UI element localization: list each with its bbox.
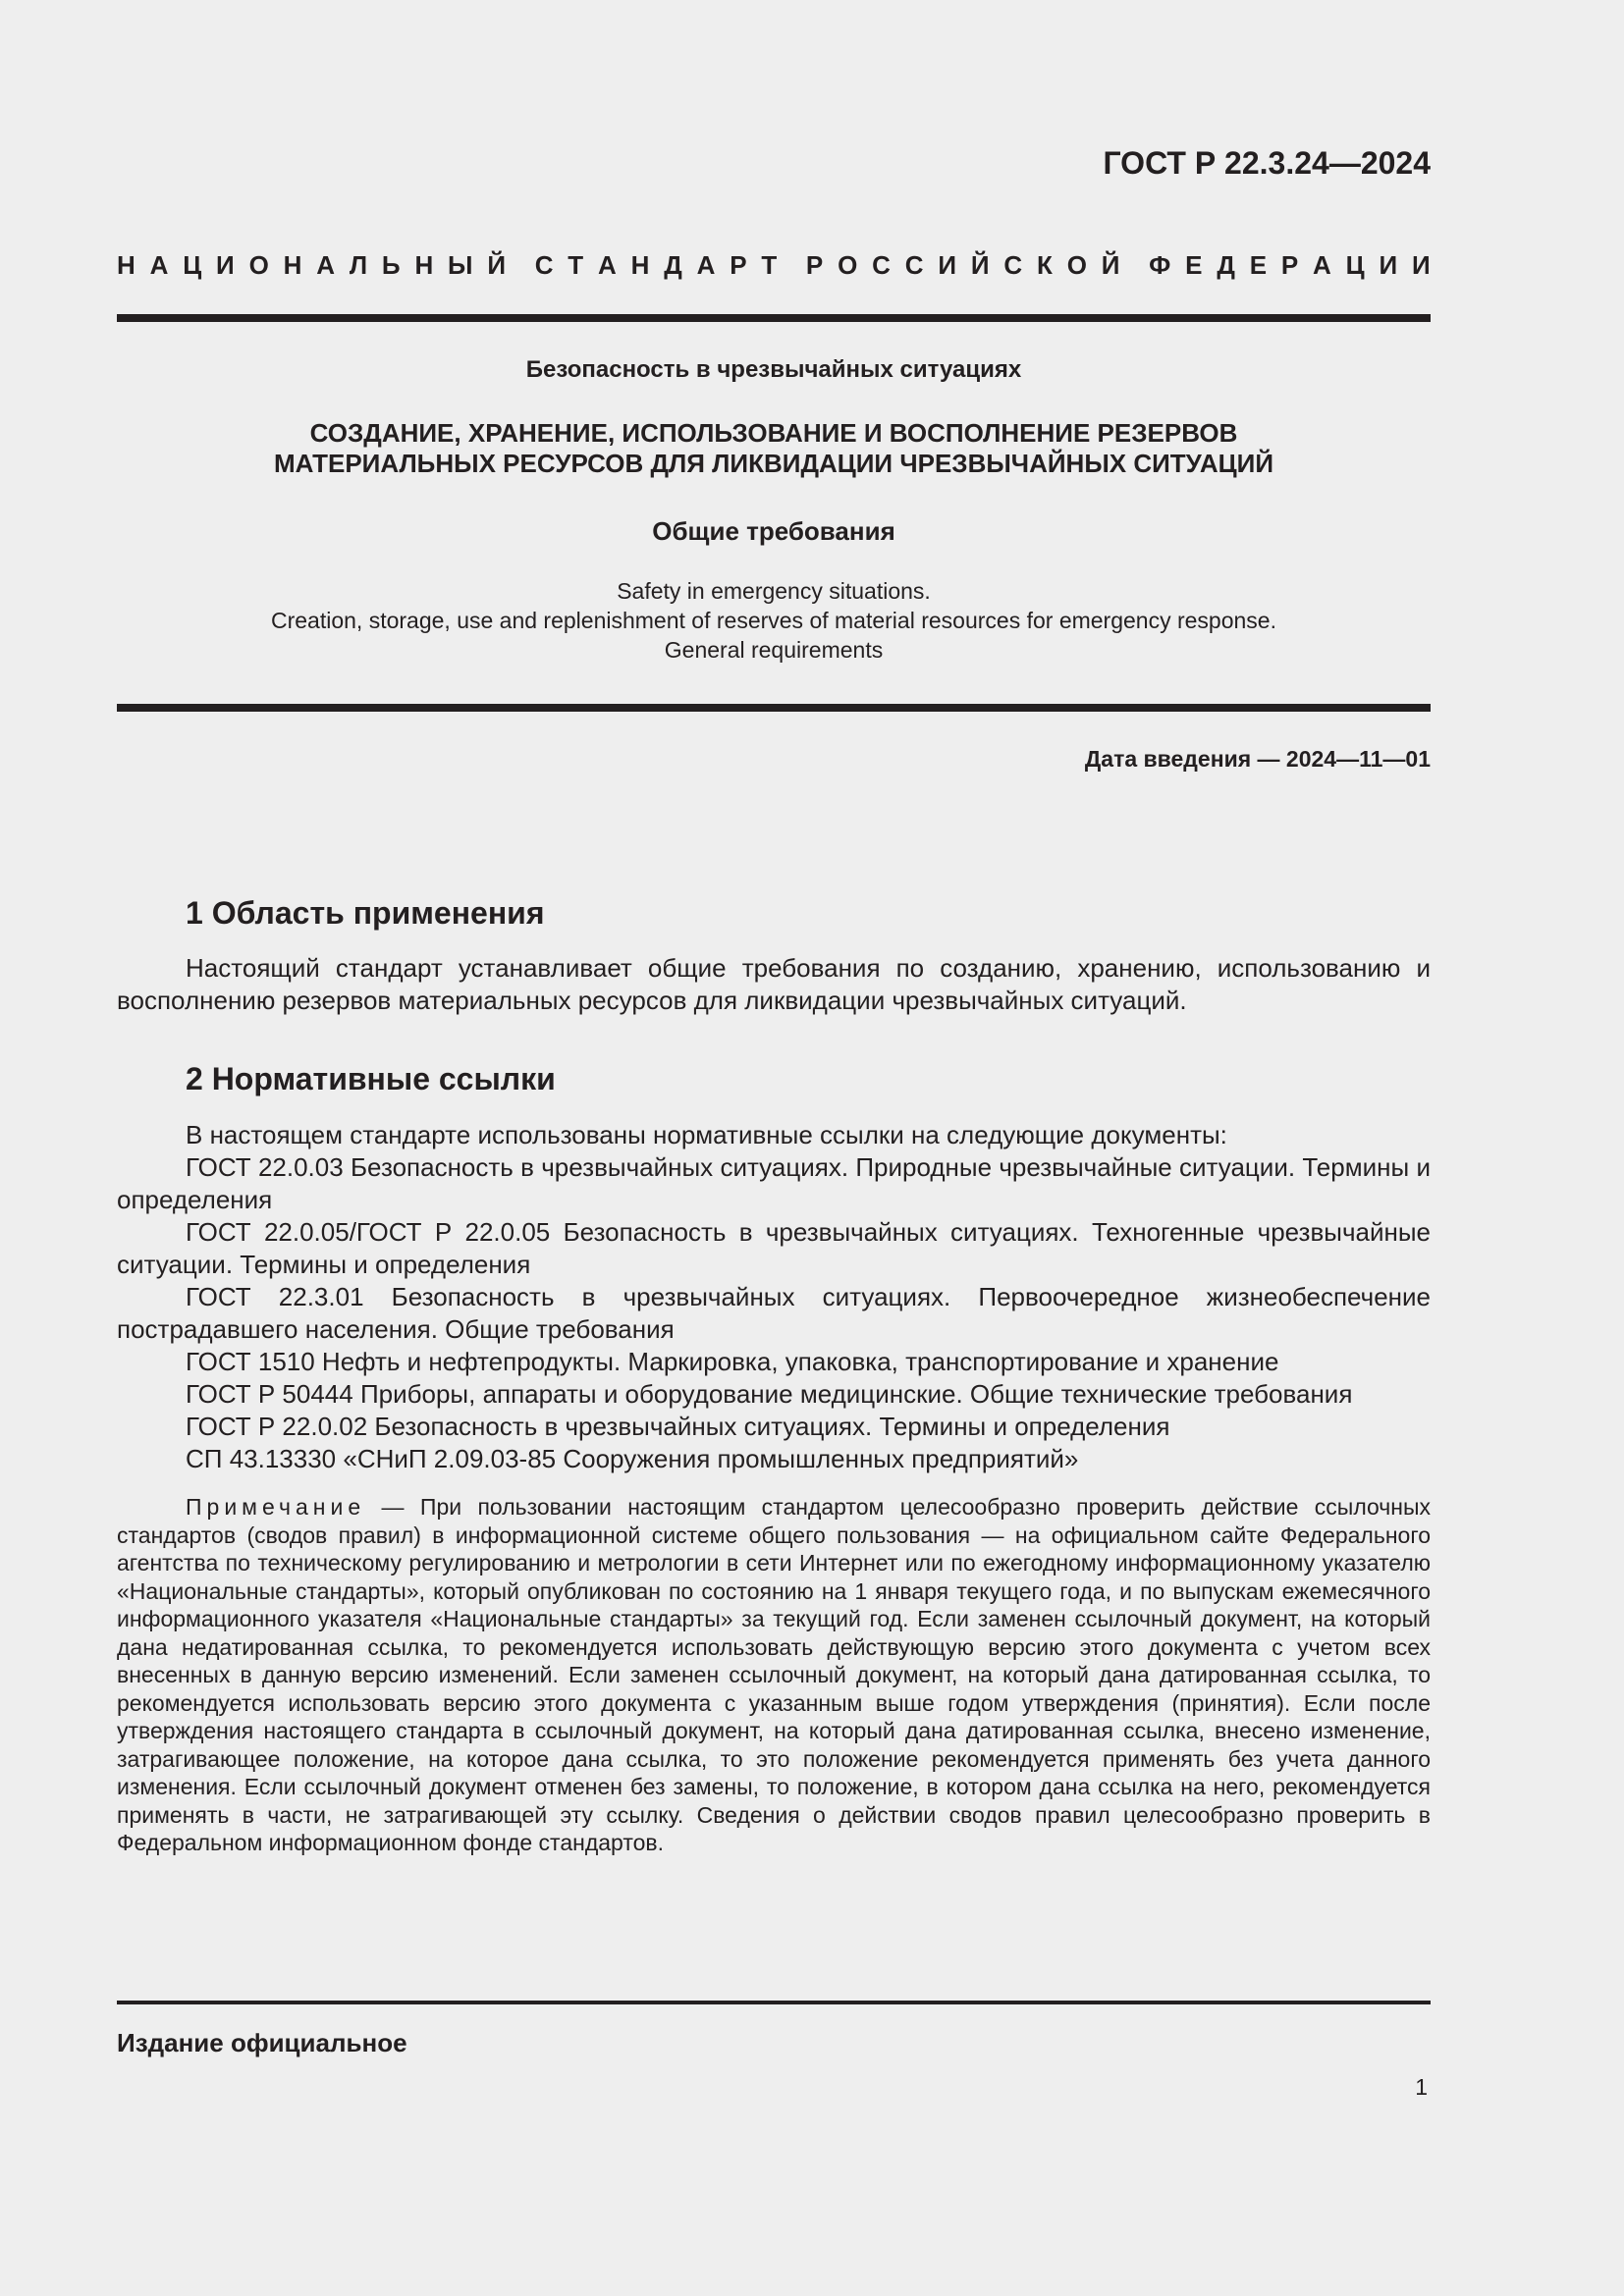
reference-item: ГОСТ 1510 Нефть и нефтепродукты. Маркировка, упаковка, транспортирование и хранение bbox=[186, 1347, 1279, 1376]
section-2-heading: 2 Нормативные ссылки bbox=[186, 1061, 556, 1096]
document-code: ГОСТ Р 22.3.24—2024 bbox=[1103, 145, 1431, 181]
section-1-heading: 1 Область применения bbox=[186, 895, 545, 931]
general-requirements-title: Общие требования bbox=[652, 516, 895, 546]
reference-item: СП 43.13330 «СНиП 2.09.03-85 Сооружения промышленных предприятий» bbox=[186, 1444, 1079, 1473]
reference-item: ГОСТ Р 50444 Приборы, аппараты и оборудование медицинские. Общие технические требования bbox=[186, 1379, 1353, 1409]
reference-item: ГОСТ 22.0.05/ГОСТ Р 22.0.05 Безопасность в чрезвычайных ситуациях. Техногенные чрезвычайные ситуации. Термины и определения bbox=[117, 1217, 1431, 1279]
references-intro: В настоящем стандарте использованы нормативные ссылки на следующие документы: bbox=[186, 1120, 1227, 1149]
page-number: 1 bbox=[1415, 2074, 1428, 2100]
note-dash: — bbox=[365, 1494, 420, 1520]
english-title-line: General requirements bbox=[664, 637, 884, 663]
reference-item: ГОСТ 22.3.01 Безопасность в чрезвычайных ситуациях. Первоочередное жизнеобеспечение пострадавшего населения. Общие требования bbox=[117, 1282, 1431, 1344]
english-title bbox=[117, 576, 1431, 665]
note-paragraph bbox=[117, 1493, 1431, 1857]
introduction-date: Дата введения — 2024—11—01 bbox=[1084, 746, 1431, 772]
reference-item: ГОСТ 22.0.03 Безопасность в чрезвычайных ситуациях. Природные чрезвычайные ситуации. Термины и определения bbox=[117, 1152, 1431, 1214]
main-title-line: МАТЕРИАЛЬНЫХ РЕСУРСОВ ДЛЯ ЛИКВИДАЦИИ ЧРЕЗВЫЧАЙНЫХ СИТУАЦИЙ bbox=[273, 449, 1274, 478]
header-rule bbox=[117, 314, 1431, 322]
footer-rule bbox=[117, 2001, 1431, 2004]
references-list bbox=[117, 1119, 1431, 1475]
edition-label: Издание официальное bbox=[117, 2028, 407, 2057]
title-rule bbox=[117, 704, 1431, 712]
subject-title: Безопасность в чрезвычайных ситуациях bbox=[525, 356, 1022, 383]
english-title-line: Safety in emergency situations. bbox=[617, 578, 931, 604]
section-1-text: Настоящий стандарт устанавливает общие требования по созданию, хранению, использованию и восполнению резервов материальных ресурсов для ликвидации чрезвычайных ситуаций. bbox=[117, 953, 1431, 1015]
national-standard-banner: Н А Ц И О Н А Л Ь Н Ы Й С Т А Н Д А Р Т Р О С С И Й С К О Й Ф Е Д Е Р А Ц И И bbox=[117, 250, 1431, 280]
english-title-line: Creation, storage, use and replenishment of reserves of material resources for emergency response. bbox=[270, 608, 1276, 633]
main-title-line: СОЗДАНИЕ, ХРАНЕНИЕ, ИСПОЛЬЗОВАНИЕ И ВОСПОЛНЕНИЕ РЕЗЕРВОВ bbox=[309, 418, 1238, 448]
note-label: Примечание bbox=[186, 1494, 366, 1520]
main-title bbox=[117, 418, 1431, 479]
reference-item: ГОСТ Р 22.0.02 Безопасность в чрезвычайных ситуациях. Термины и определения bbox=[186, 1412, 1170, 1441]
note-text: При пользовании настоящим стандартом целесообразно проверить действие ссылочных стандартов (сводов правил) в информационной системе общего пользования — на официальном сайте Федерального агентства по техническому регулированию и метрологии в сети Интернет или по ежегодному информационному указателю «Национальные стандарты», который опубликован по состоянию на 1 января текущего года, и по выпускам ежемесячного информационного указателя «Национальные стандарты» за текущий год. Если заменен ссылочный документ, на который дана недатированная ссылка, то рекомендуется использовать действующую версию этого документа с учетом всех внесенных в данную версию изменений. Если заменен ссылочный документ, на который дана датированная ссылка, то рекомендуется использовать версию этого документа с указанным выше годом утверждения (принятия). Если после утверждения настоящего стандарта в ссылочный документ, на который дана датированная ссылка, внесено изменение, затрагивающее положение, на которое дана ссылка, то это положение рекомендуется применять без учета данного изменения. Если ссылочный документ отменен без замены, то положение, в котором дана ссылка на него, рекомендуется применять в части, не затрагивающей эту ссылку. Сведения о действии сводов правил целесообразно проверить в Федеральном информационном фонде стандартов. bbox=[117, 1494, 1431, 1855]
